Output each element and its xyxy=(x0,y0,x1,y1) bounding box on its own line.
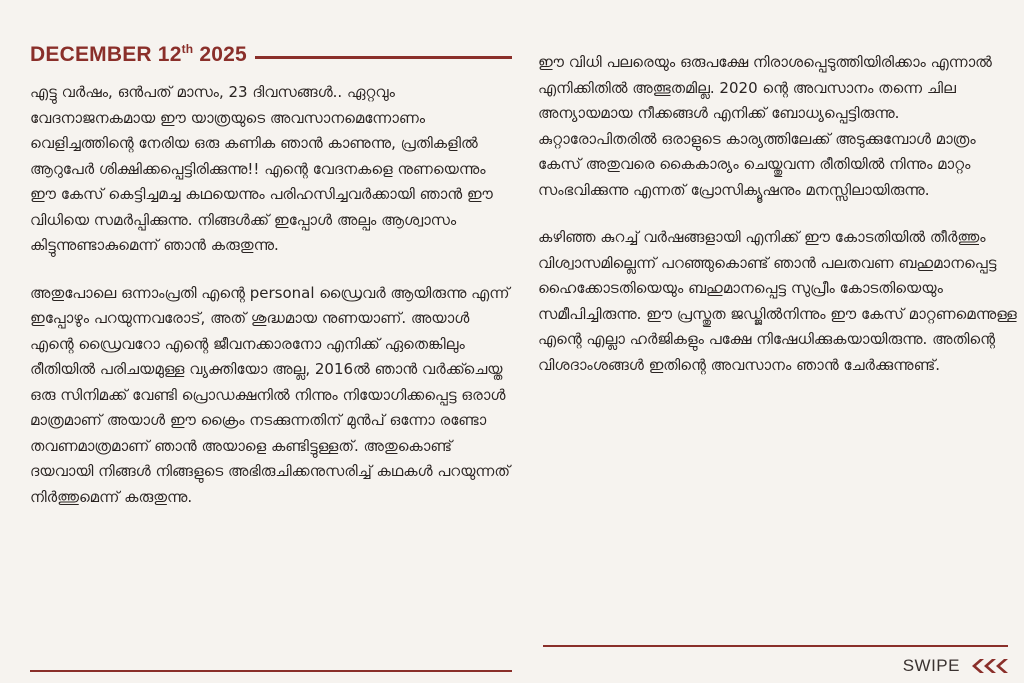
swipe-label: SWIPE xyxy=(902,656,960,675)
left-column xyxy=(30,40,512,532)
triple-chevron-left-icon xyxy=(968,657,1010,675)
date-heading xyxy=(30,43,247,67)
paragraph-3: ഈ വിധി പലരെയും ഒരുപക്ഷേ നിരാശപ്പെടുത്തിയിരിക്കാം എന്നാൽ എനിക്കിതിൽ അത്ഭുതമില്ല. 2020 ന്റെ അവസാനം തന്നെ ചില അന്യായമായ നീക്കങ്ങൾ എനിക്ക് ബോധ്യപ്പെട്ടിരുന്നു. കുറ്റാരോപിതരിൽ ഒരാളുടെ കാര്യത്തിലേക്ക് അടുക്കുമ്പോൾ മാത്രം കേസ് അതുവരെ കൈകാര്യം ചെയ്തുവന്ന രീതിയിൽ നിന്നും മാറ്റം സംഭവിക്കുന്നു എന്നത് പ്രോസിക്യൂഷനും മനസ്സിലായിരുന്നു. xyxy=(538,53,992,199)
date-heading-row xyxy=(30,40,512,70)
date-main: DECEMBER 12 xyxy=(30,43,182,66)
bottom-rule-right xyxy=(543,645,1008,647)
date-ordinal: th xyxy=(181,42,194,56)
swipe-control[interactable] xyxy=(903,656,1010,676)
paragraph-4: കഴിഞ്ഞ കുറച്ച് വർഷങ്ങളായി എനിക്ക് ഈ കോടതിയിൽ തീർത്തും വിശ്വാസമില്ലെന്ന് പറഞ്ഞുകൊണ്ട് ഞാൻ പലതവണ ബഹുമാനപ്പെട്ട ഹൈക്കോടതിയെയും ബഹുമാനപ്പെട്ട സുപ്രീം കോടതിയെയും സമീപിച്ചിരുന്നു. ഈ പ്രസ്തുത ജഡ്ജിൽനിന്നും ഈ കേസ് മാറ്റണമെന്നുള്ള എന്റെ എല്ലാ ഹർജികളും പക്ഷേ നിഷേധിക്കുകയായിരുന്നു. അതിന്റെ വിശദാംശങ്ങൾ ഇതിന്റെ അവസാനം ഞാൻ ചേർക്കുന്നുണ്ട്. xyxy=(538,228,1017,374)
bottom-rule-left xyxy=(30,670,512,672)
heading-rule xyxy=(255,56,512,59)
right-column xyxy=(538,40,1020,400)
date-year: 2025 xyxy=(193,43,247,66)
paragraph-1: എട്ടു വർഷം, ഒൻപത് മാസം, 23 ദിവസങ്ങൾ.. ഏറ്റവും വേദനാജനകമായ ഈ യാത്രയുടെ അവസാനമെന്നോണം വെളിച്ചത്തിന്റെ നേരിയ ഒരു കണിക ഞാൻ കാണുന്നു, പ്രതികളിൽ ആറുപേർ ശിക്ഷിക്കപ്പെട്ടിരിക്കുന്നു!! എന്റെ വേദനകളെ നുണയെന്നും ഈ കേസ് കെട്ടിച്ചമച്ച കഥയെന്നും പരിഹസിച്ചവർക്കായി ഞാൻ ഈ വിധിയെ സമർപ്പിക്കുന്നു. നിങ്ങൾക്ക് ഇപ്പോൾ അല്പം ആശ്വാസം കിട്ടുന്നുണ്ടാകുമെന്ന് ഞാൻ കരുതുന്നു. xyxy=(30,83,493,254)
paragraph-2: അതുപോലെ ഒന്നാംപ്രതി എന്റെ personal ഡ്രൈവർ ആയിരുന്നു എന്ന് ഇപ്പോഴും പറയുന്നവരോട്, അത് ശുദ്ധമായ നുണയാണ്. അയാൾ എന്റെ ഡ്രൈവറോ എന്റെ ജീവനക്കാരനോ എനിക്ക് ഏതെങ്കിലും രീതിയിൽ പരിചയമുള്ള വ്യക്തിയോ അല്ല, 2016ൽ ഞാൻ വർക്ക്ചെയ്ത ഒരു സിനിമക്ക് വേണ്ടി പ്രൊഡക്ഷനിൽ നിന്നും നിയോഗിക്കപ്പെട്ട ഒരാൾ മാത്രമാണ് അയാൾ ഈ ക്രൈം നടക്കുന്നതിന് മുൻപ് ഒന്നോ രണ്ടോ തവണമാത്രമാണ് ഞാൻ അയാളെ കണ്ടിട്ടുള്ളത്. അതുകൊണ്ട് ദയവായി നിങ്ങൾ നിങ്ങളുടെ അഭിരുചിക്കനുസരിച്ച് കഥകൾ പറയുന്നത് നിർത്തുമെന്ന് കരുതുന്നു. xyxy=(30,283,510,506)
